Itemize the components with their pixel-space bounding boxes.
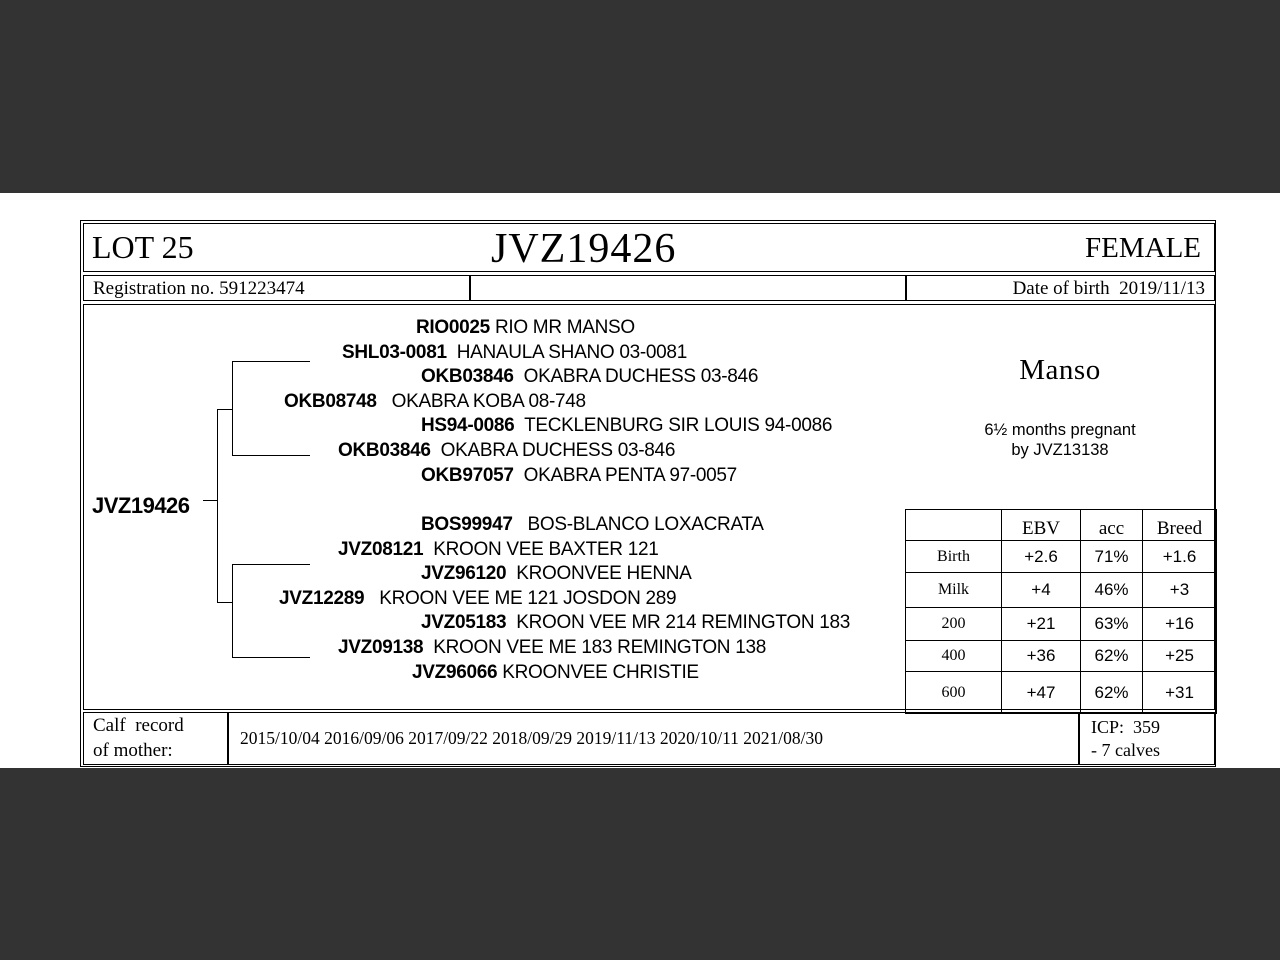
date-of-birth <box>1013 278 1205 300</box>
animal-name: KROON VEE MR 214 REMINGTON 183 <box>516 612 851 633</box>
animal-name: OKABRA DUCHESS 03-846 <box>523 366 759 387</box>
ebv-row-birth <box>906 541 1217 573</box>
ebv-breed-average: +25 <box>1143 641 1217 672</box>
animal-code: HS94-0086 <box>421 415 515 436</box>
ebv-accuracy: 71% <box>1081 541 1143 573</box>
pedigree-row-dam-sire-sire <box>421 514 764 536</box>
ebv-table <box>905 509 1217 714</box>
ebv-row-label: Milk <box>906 573 1002 608</box>
pedigree-row-dam-sire-dam <box>421 563 692 585</box>
lot-number: LOT 25 <box>92 229 194 265</box>
calf-record-dates: 2015/10/04 2016/09/06 2017/09/22 2018/09/29 2019/11/13 2020/10/11 2021/08/30 <box>240 728 824 748</box>
ebv-value: +21 <box>1002 608 1081 641</box>
animal-code: OKB08748 <box>284 391 377 412</box>
pedigree-row-dam-dam-dam <box>412 662 699 684</box>
calf-record-label-2: of mother: <box>93 740 173 761</box>
icp-value: ICP: 359 <box>1091 717 1161 737</box>
animal-name: KROON VEE ME 121 JOSDON 289 <box>379 588 677 609</box>
pedigree-row-dam <box>279 588 676 610</box>
ebv-row-label: Birth <box>906 541 1002 573</box>
animal-code: JVZ96066 <box>412 662 498 683</box>
animal-name: KROON VEE BAXTER 121 <box>433 539 659 560</box>
ebv-row-400 <box>906 641 1217 672</box>
ebv-header-empty <box>906 510 1002 541</box>
animal-name: HANAULA SHANO 03-0081 <box>456 342 687 363</box>
ebv-accuracy: 46% <box>1081 573 1143 608</box>
animal-code: JVZ08121 <box>338 539 424 560</box>
pedigree-row-dam-dam-sire <box>421 612 850 634</box>
ebv-row-label: 600 <box>906 672 1002 714</box>
ebv-row-milk <box>906 573 1217 608</box>
ebv-accuracy: 63% <box>1081 608 1143 641</box>
sale-sheet <box>0 193 1280 768</box>
ebv-value: +2.6 <box>1002 541 1081 573</box>
blank-cell <box>470 275 906 301</box>
dob-label: Date of birth <box>1012 278 1110 299</box>
calves-count: - 7 calves <box>1091 740 1160 760</box>
animal-name: BOS-BLANCO LOXACRATA <box>527 514 764 535</box>
pedigree-row-sire-dam-sire <box>421 415 832 437</box>
pedigree-row-sire-sire <box>342 342 687 364</box>
animal-code: SHL03-0081 <box>342 342 447 363</box>
animal-name: OKABRA DUCHESS 03-846 <box>440 440 676 461</box>
pedigree-row-dam-sire <box>338 539 659 561</box>
ebv-row-200 <box>906 608 1217 641</box>
sex-label: FEMALE <box>1085 232 1201 264</box>
animal-code: BOS99947 <box>421 514 513 535</box>
ebv-header-acc: acc <box>1081 510 1143 541</box>
pedigree-row-sire-dam-dam <box>421 465 737 487</box>
ebv-header-row <box>906 510 1217 541</box>
animal-name: OKABRA PENTA 97-0057 <box>523 465 737 486</box>
animal-code: JVZ12289 <box>279 588 365 609</box>
ebv-accuracy: 62% <box>1081 672 1143 714</box>
animal-code: OKB03846 <box>338 440 431 461</box>
animal-name-title: Manso <box>1019 354 1101 386</box>
ebv-header-breed: Breed <box>1143 510 1217 541</box>
ebv-value: +36 <box>1002 641 1081 672</box>
pregnancy-sire: by JVZ13138 <box>1011 441 1109 459</box>
calf-record-label: Calf record <box>93 715 184 736</box>
ebv-breed-average: +3 <box>1143 573 1217 608</box>
animal-code: OKB03846 <box>421 366 514 387</box>
animal-code: JVZ96120 <box>421 563 507 584</box>
ebv-breed-average: +31 <box>1143 672 1217 714</box>
dob-value: 2019/11/13 <box>1119 278 1205 299</box>
ebv-value: +47 <box>1002 672 1081 714</box>
pedigree-subject: JVZ19426 <box>92 493 190 518</box>
animal-code: JVZ09138 <box>338 637 424 658</box>
animal-code: RIO0025 <box>416 317 490 338</box>
ebv-breed-average: +16 <box>1143 608 1217 641</box>
pedigree-row-sire <box>284 391 586 413</box>
ebv-breed-average: +1.6 <box>1143 541 1217 573</box>
animal-name: OKABRA KOBA 08-748 <box>391 391 586 412</box>
animal-name: TECKLENBURG SIR LOUIS 94-0086 <box>524 415 833 436</box>
animal-name: KROONVEE HENNA <box>516 563 692 584</box>
ebv-header-ebv: EBV <box>1002 510 1081 541</box>
lot-card <box>80 220 1216 767</box>
ebv-row-600 <box>906 672 1217 714</box>
ebv-row-label: 200 <box>906 608 1002 641</box>
ebv-value: +4 <box>1002 573 1081 608</box>
ebv-accuracy: 62% <box>1081 641 1143 672</box>
registration-number: Registration no. 591223474 <box>93 278 305 299</box>
ebv-row-label: 400 <box>906 641 1002 672</box>
pregnancy-status: 6½ months pregnant <box>984 421 1136 439</box>
animal-code: OKB97057 <box>421 465 514 486</box>
animal-name: RIO MR MANSO <box>494 317 635 338</box>
animal-name: KROONVEE CHRISTIE <box>502 662 699 683</box>
animal-id-title: JVZ19426 <box>491 226 677 272</box>
pedigree-row-sire-sire-dam <box>421 366 758 388</box>
pedigree-row-sire-dam <box>338 440 675 462</box>
animal-name: KROON VEE ME 183 REMINGTON 138 <box>433 637 766 658</box>
animal-code: JVZ05183 <box>421 612 507 633</box>
pedigree-row-dam-dam <box>338 637 766 659</box>
pedigree-row-sire-sire-sire <box>416 317 635 339</box>
